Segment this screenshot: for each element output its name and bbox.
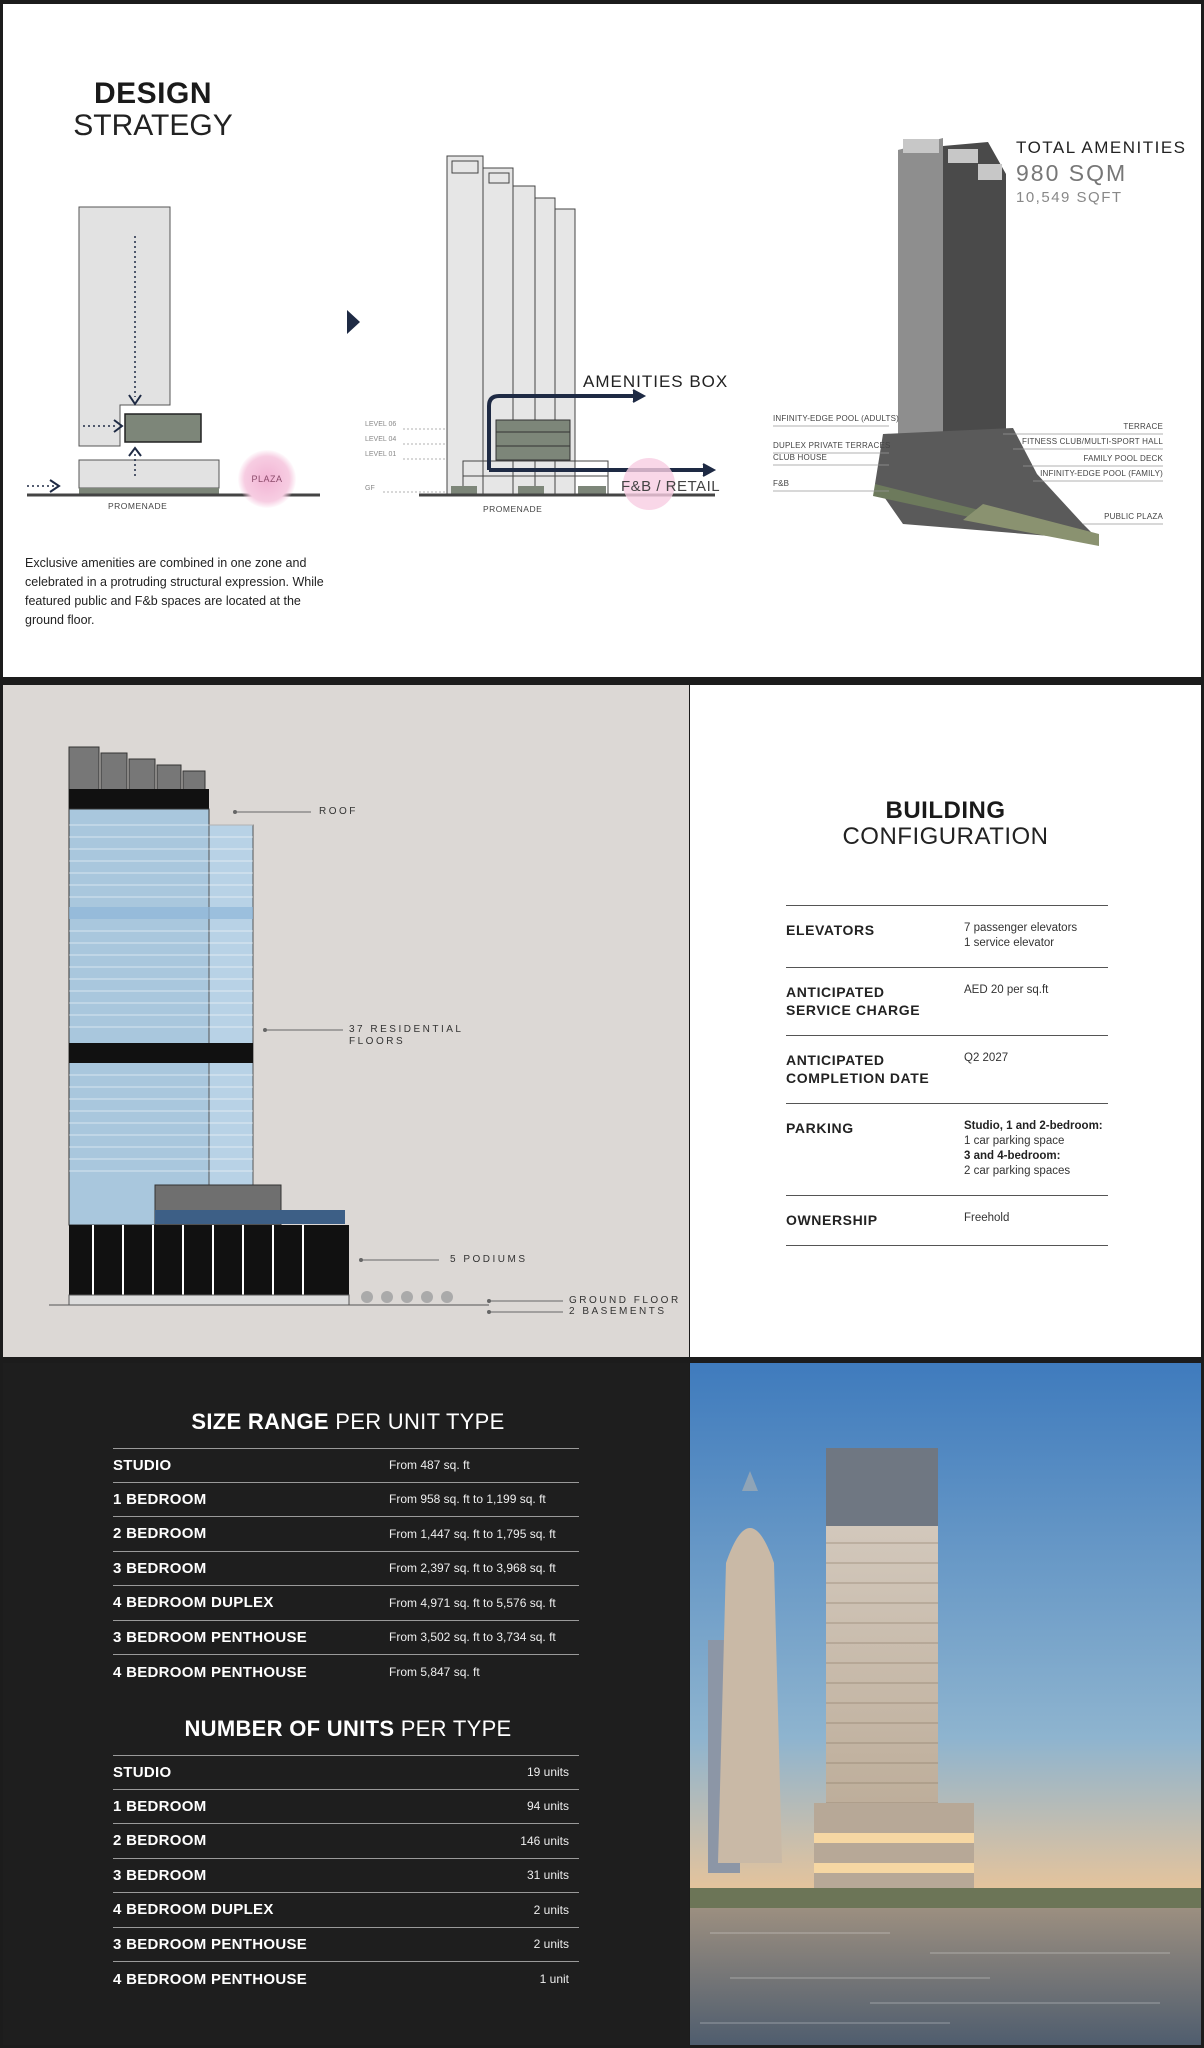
config-value bbox=[964, 1051, 1108, 1087]
table-row bbox=[113, 1552, 579, 1587]
table-row bbox=[113, 1859, 579, 1894]
elevation-panel bbox=[3, 685, 689, 1357]
unit-type: 1 BEDROOM bbox=[113, 1490, 207, 1508]
building-configuration-panel bbox=[690, 685, 1201, 1357]
total-amenities-sqft: 10,549 SQFT bbox=[1016, 189, 1123, 206]
table-row bbox=[113, 1755, 579, 1790]
unit-type: 3 BEDROOM bbox=[113, 1559, 207, 1577]
title-light: STRATEGY bbox=[73, 109, 233, 142]
config-value-line: 1 car parking space bbox=[964, 1135, 1065, 1147]
unit-type: 3 BEDROOM PENTHOUSE bbox=[113, 1935, 308, 1953]
title-light: CONFIGURATION bbox=[842, 823, 1049, 850]
tower-label-infinity-pool-family: INFINITY-EDGE POOL (FAMILY) bbox=[1040, 469, 1163, 478]
config-value-line: Freehold bbox=[964, 1212, 1010, 1224]
title-bold: DESIGN bbox=[93, 77, 213, 110]
config-value-line: AED 20 per sq.ft bbox=[964, 984, 1049, 996]
level-06-label: LEVEL 06 bbox=[365, 421, 397, 428]
config-key: ANTICIPATED SERVICE CHARGE bbox=[786, 984, 921, 1018]
config-key: PARKING bbox=[786, 1120, 854, 1136]
unit-type: 2 BEDROOM bbox=[113, 1832, 207, 1850]
config-value bbox=[964, 1119, 1108, 1179]
residential-label-line1: 37 RESIDENTIAL bbox=[349, 1024, 464, 1035]
basements-label: 2 BASEMENTS bbox=[569, 1306, 667, 1317]
config-value-line: 2 car parking spaces bbox=[964, 1165, 1071, 1177]
config-row-parking bbox=[786, 1104, 1108, 1196]
residential-label-line2: FLOORS bbox=[349, 1036, 406, 1047]
table-row bbox=[113, 1790, 579, 1825]
unit-type: STUDIO bbox=[113, 1456, 172, 1474]
unit-type: 4 BEDROOM DUPLEX bbox=[113, 1594, 274, 1612]
level-01-label: LEVEL 01 bbox=[365, 451, 397, 458]
config-value-line: Q2 2027 bbox=[964, 1052, 1009, 1064]
table-row bbox=[113, 1621, 579, 1656]
config-key: OWNERSHIP bbox=[786, 1212, 878, 1228]
title-bold: BUILDING bbox=[885, 797, 1006, 824]
config-value bbox=[964, 983, 1108, 1019]
unit-type: 2 BEDROOM bbox=[113, 1525, 207, 1543]
config-value bbox=[964, 1211, 1108, 1229]
unit-count: 94 units bbox=[526, 1799, 569, 1814]
tower-label-duplex-terraces: DUPLEX PRIVATE TERRACES bbox=[773, 441, 891, 450]
unit-count: 2 units bbox=[533, 1902, 569, 1917]
tower-render-photo bbox=[690, 1363, 1201, 2045]
building-configuration-title bbox=[690, 798, 1201, 850]
config-key: ANTICIPATED COMPLETION DATE bbox=[786, 1052, 930, 1086]
table-row bbox=[113, 1483, 579, 1518]
table-row bbox=[113, 1586, 579, 1621]
tower-label-club-house: CLUB HOUSE bbox=[773, 453, 828, 462]
total-amenities-sqm: 980 SQM bbox=[1016, 160, 1128, 186]
render-image bbox=[690, 1363, 1201, 2045]
table-row bbox=[113, 1962, 579, 1997]
trees bbox=[361, 1291, 453, 1303]
unit-size: From 5,847 sq. ft bbox=[389, 1665, 480, 1680]
title-bold: SIZE RANGE bbox=[191, 1409, 329, 1434]
config-row-service-charge bbox=[786, 968, 1108, 1036]
amenities-box-label: AMENITIES BOX bbox=[583, 372, 729, 391]
config-value-bold: Studio, 1 and 2-bedroom: bbox=[964, 1120, 1103, 1132]
roof-label: ROOF bbox=[319, 806, 358, 817]
unit-type: 4 BEDROOM PENTHOUSE bbox=[113, 1970, 308, 1988]
table-row bbox=[113, 1928, 579, 1963]
table-row bbox=[113, 1448, 579, 1483]
unit-size: From 2,397 sq. ft to 3,968 sq. ft bbox=[389, 1561, 556, 1576]
plaza-label: PLAZA bbox=[238, 450, 296, 508]
config-value-line: 1 service elevator bbox=[964, 937, 1055, 949]
elevation-drawing bbox=[3, 685, 689, 1357]
table-row bbox=[113, 1517, 579, 1552]
config-row-elevators bbox=[786, 906, 1108, 968]
unit-type: 4 BEDROOM DUPLEX bbox=[113, 1901, 274, 1919]
unit-count: 31 units bbox=[526, 1868, 569, 1883]
level-04-label: LEVEL 04 bbox=[365, 436, 397, 443]
config-key: ELEVATORS bbox=[786, 922, 875, 938]
unit-size: From 1,447 sq. ft to 1,795 sq. ft bbox=[389, 1526, 556, 1541]
config-row-ownership bbox=[786, 1196, 1108, 1246]
unit-size: From 958 sq. ft to 1,199 sq. ft bbox=[389, 1492, 546, 1507]
unit-size: From 487 sq. ft bbox=[389, 1458, 470, 1473]
unit-size: From 3,502 sq. ft to 3,734 sq. ft bbox=[389, 1630, 556, 1645]
config-row-completion-date bbox=[786, 1036, 1108, 1104]
tower-label-infinity-pool-adults: INFINITY-EDGE POOL (ADULTS) bbox=[773, 414, 900, 423]
gf-label: GF bbox=[365, 485, 375, 492]
unit-count: 146 units bbox=[520, 1833, 569, 1848]
promenade-label-2: PROMENADE bbox=[483, 504, 543, 514]
size-range-title bbox=[113, 1409, 583, 1435]
title-bold: NUMBER OF UNITS bbox=[184, 1716, 395, 1741]
massing-diagram-2 bbox=[383, 156, 715, 510]
promenade-label-1: PROMENADE bbox=[108, 501, 168, 511]
fb-retail-label: F&B / RETAIL bbox=[621, 478, 721, 495]
design-strategy-panel bbox=[3, 4, 1201, 677]
unit-tables-panel bbox=[3, 1363, 689, 2045]
config-value-bold: 3 and 4-bedroom: bbox=[964, 1150, 1061, 1162]
tower-label-family-pool-deck: FAMILY POOL DECK bbox=[1083, 454, 1163, 463]
config-value bbox=[964, 921, 1108, 951]
unit-count: 1 unit bbox=[539, 1972, 569, 1987]
title-light: PER TYPE bbox=[394, 1716, 512, 1741]
units-title bbox=[113, 1716, 583, 1742]
tower-label-fitness-club: FITNESS CLUB/MULTI-SPORT HALL bbox=[1022, 437, 1163, 446]
config-value-line: 7 passenger elevators bbox=[964, 922, 1078, 934]
unit-size: From 4,971 sq. ft to 5,576 sq. ft bbox=[389, 1595, 556, 1610]
units-table bbox=[113, 1755, 579, 1997]
tower-label-fb: F&B bbox=[773, 479, 790, 488]
unit-type: 3 BEDROOM bbox=[113, 1866, 207, 1884]
total-amenities-label: TOTAL AMENITIES bbox=[1016, 138, 1187, 157]
unit-count: 2 units bbox=[533, 1937, 569, 1952]
title-light: PER UNIT TYPE bbox=[328, 1409, 505, 1434]
unit-type: 3 BEDROOM PENTHOUSE bbox=[113, 1628, 308, 1646]
table-row bbox=[113, 1893, 579, 1928]
podiums-label: 5 PODIUMS bbox=[450, 1254, 528, 1265]
arrow-icon bbox=[347, 310, 360, 334]
table-row bbox=[113, 1824, 579, 1859]
total-amenities bbox=[1016, 138, 1187, 206]
unit-type: 4 BEDROOM PENTHOUSE bbox=[113, 1663, 308, 1681]
size-range-table bbox=[113, 1448, 579, 1690]
tower-label-terrace: TERRACE bbox=[1123, 422, 1163, 431]
tower-label-public-plaza: PUBLIC PLAZA bbox=[1104, 512, 1163, 521]
unit-type: STUDIO bbox=[113, 1763, 172, 1781]
design-strategy-description: Exclusive amenities are combined in one zone and celebrated in a protruding structural expression. While featured public and F&b spaces are located at the ground floor. bbox=[25, 556, 324, 627]
unit-type: 1 BEDROOM bbox=[113, 1797, 207, 1815]
ground-floor-label: GROUND FLOOR bbox=[569, 1295, 681, 1306]
table-row bbox=[113, 1655, 579, 1690]
building-configuration-table bbox=[786, 905, 1108, 1246]
unit-count: 19 units bbox=[526, 1765, 569, 1780]
